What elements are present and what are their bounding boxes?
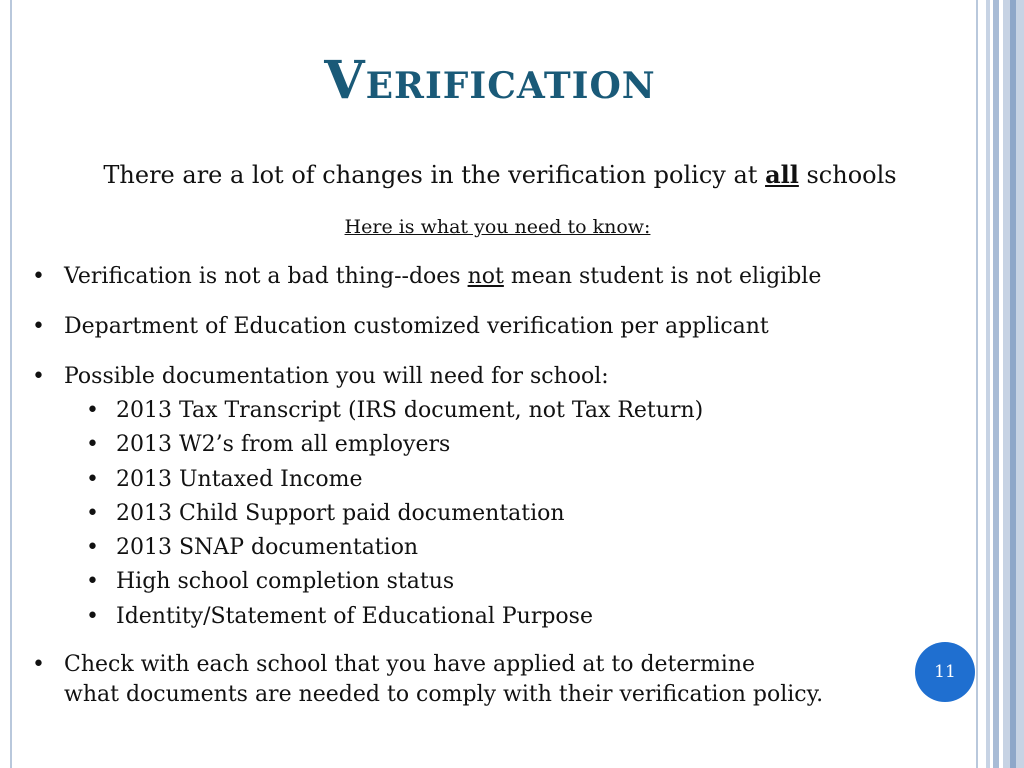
slide-title: Verification bbox=[324, 50, 656, 111]
sub-bullet-item: • 2013 Tax Transcript (IRS document, not Tax Return) bbox=[64, 394, 970, 428]
bullet-suffix: mean student is not eligible bbox=[503, 264, 822, 289]
page-number-badge: 11 bbox=[915, 642, 975, 702]
bullet-line: what documents are needed to comply with their verification policy. bbox=[64, 682, 824, 708]
intro-prefix: There are a lot of changes in the verification policy at bbox=[103, 161, 766, 189]
bullet-item bbox=[30, 312, 970, 342]
intro-suffix: schools bbox=[798, 161, 897, 189]
bullet-item bbox=[30, 650, 970, 710]
bullet-prefix: Verification is not a bad thing--does bbox=[64, 264, 468, 289]
frame-left-line bbox=[10, 0, 12, 768]
sub-bullet-item: • 2013 Child Support paid documentation bbox=[64, 497, 970, 531]
sub-bullet-item: • Identity/Statement of Educational Purpose bbox=[64, 600, 970, 634]
intro-emphasis: all bbox=[765, 160, 799, 189]
bullet-emphasis: not bbox=[467, 264, 504, 289]
sub-bullet-item: • 2013 W2’s from all employers bbox=[64, 428, 970, 462]
bullet-list bbox=[30, 262, 970, 730]
bullet-text: Department of Education customized verification per applicant bbox=[64, 314, 769, 339]
intro-text bbox=[0, 160, 1000, 189]
bullet-line: Check with each school that you have applied at to determine bbox=[64, 652, 756, 678]
frame-right-stripes bbox=[986, 0, 1024, 768]
sub-bullet-item: • High school completion status bbox=[64, 565, 970, 599]
subheading: Here is what you need to know: bbox=[344, 216, 651, 238]
bullet-item bbox=[30, 362, 970, 634]
sub-bullet-item: • 2013 Untaxed Income bbox=[64, 463, 970, 497]
bullet-text: Possible documentation you will need for school: bbox=[64, 364, 609, 389]
sub-bullet-item: • 2013 SNAP documentation bbox=[64, 531, 970, 565]
bullet-item bbox=[30, 262, 970, 292]
frame-right-line bbox=[976, 0, 978, 768]
sub-bullet-list bbox=[64, 394, 970, 634]
